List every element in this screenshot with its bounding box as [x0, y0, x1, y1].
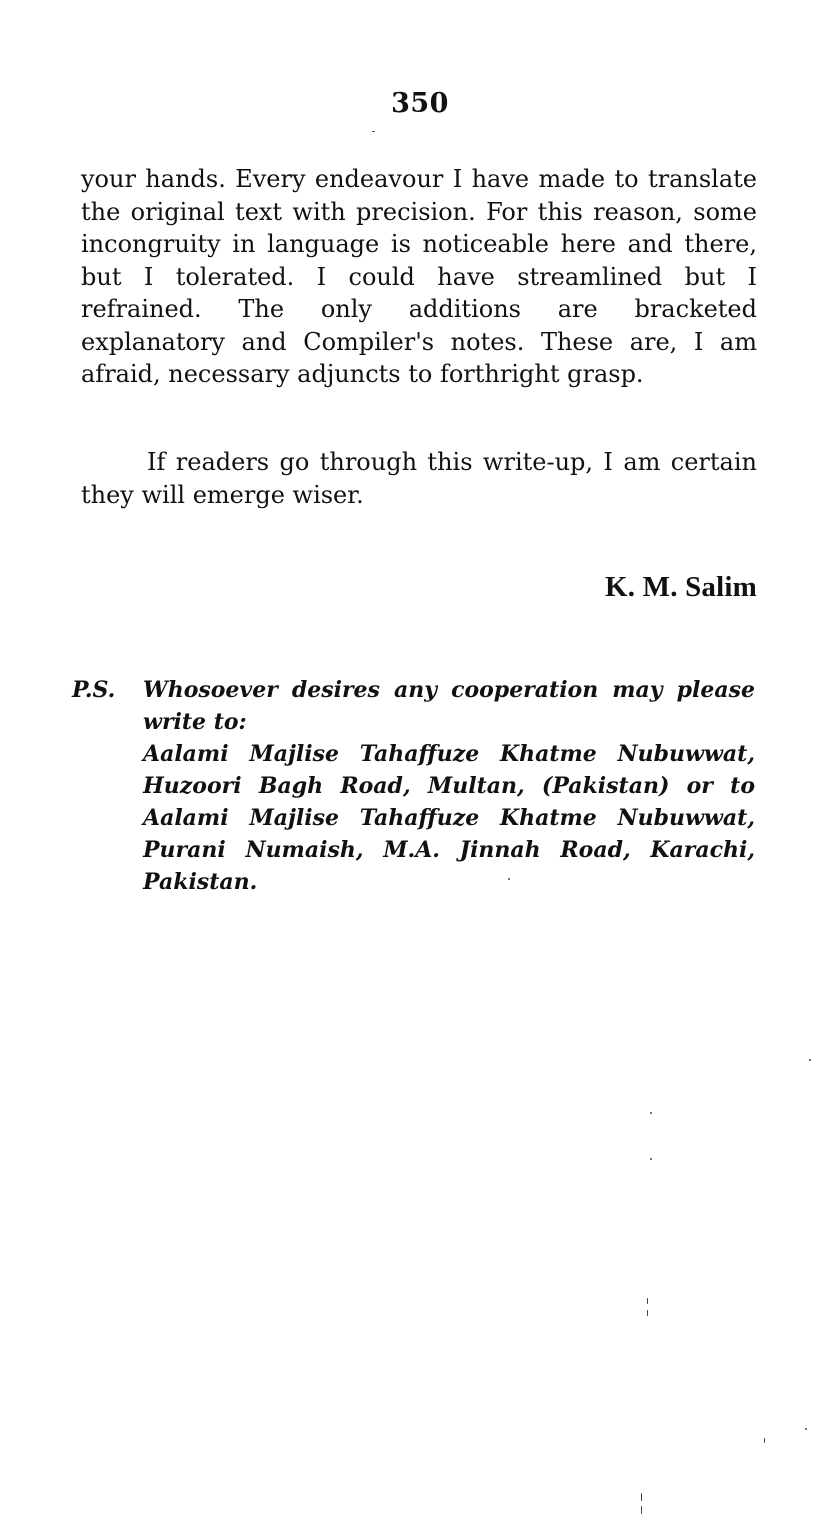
postscript-address-line: Purani Numaish, M.A. Jinnah Road, Karachi,	[143, 837, 755, 863]
scan-speck	[809, 1059, 811, 1061]
postscript-line: Whosoever desires any cooperation may please	[143, 677, 755, 703]
author-signature: K. M. Salim	[604, 571, 757, 603]
scan-speck	[647, 1298, 648, 1304]
scan-speck	[764, 1438, 765, 1443]
postscript-address-line: Aalami Majlise Tahaffuze Khatme Nubuwwat,	[143, 741, 755, 767]
paragraph-2: If readers go through this write-up, I am certain they will emerge wiser.	[81, 448, 757, 509]
scan-speck	[650, 1112, 652, 1114]
scan-speck	[650, 1158, 652, 1160]
page-number: 350	[391, 88, 449, 119]
scan-speck	[805, 1428, 807, 1430]
postscript-label: P.S.	[72, 677, 116, 703]
scan-speck	[647, 1310, 648, 1316]
scan-speck	[508, 878, 510, 880]
scan-speck	[372, 131, 375, 132]
postscript-content	[143, 674, 755, 898]
postscript-line: write to:	[143, 709, 247, 735]
postscript-address-line: Huzoori Bagh Road, Multan, (Pakistan) or to	[143, 773, 755, 799]
postscript-address-line: Aalami Majlise Tahaffuze Khatme Nubuwwat,	[143, 805, 755, 831]
paragraph-1: your hands. Every endeavour I have made to translate the original text with precision. For this reason, some incongruity in language is noticeable here and there, but I tolerated. I could have streamlined but I refrained. The only additions are bracketed explanatory and Compiler's notes. These are, I am afraid, necessary adjuncts to forthright grasp.	[81, 165, 757, 388]
scan-speck	[641, 1493, 642, 1501]
scan-speck	[641, 1506, 642, 1514]
postscript-address-line: Pakistan.	[143, 869, 258, 895]
